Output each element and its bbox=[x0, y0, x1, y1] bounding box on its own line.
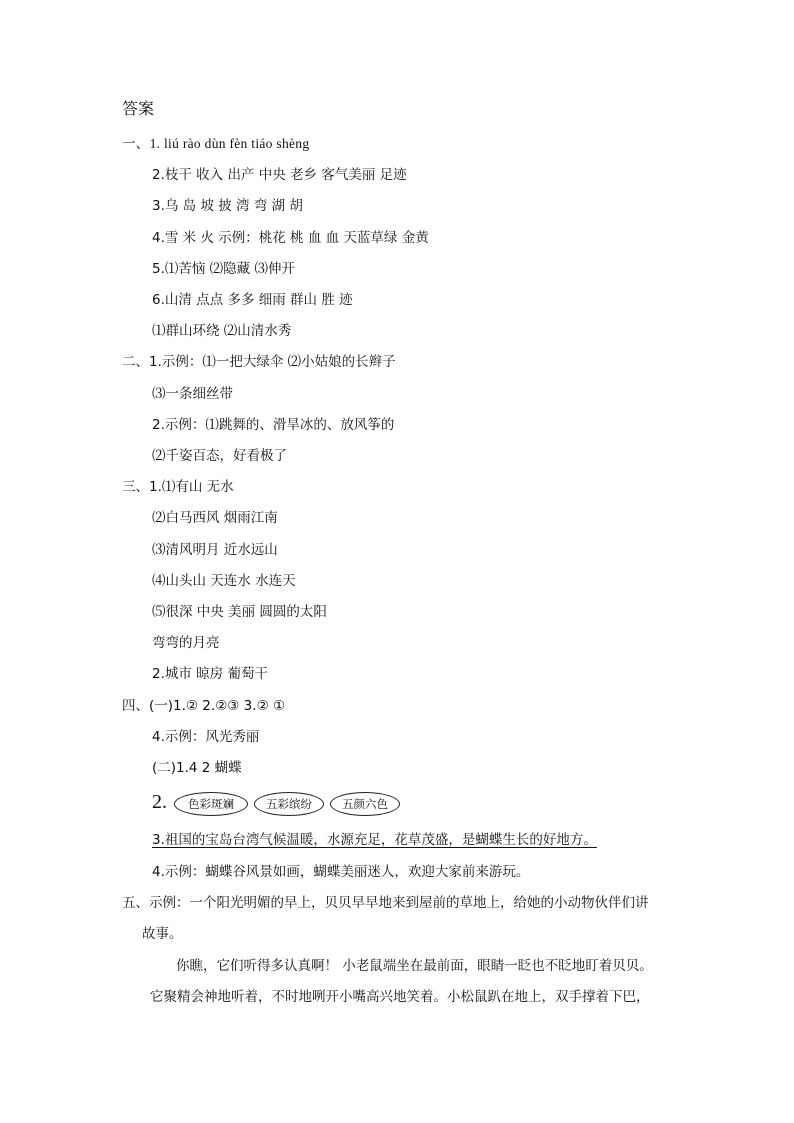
line-28: 它聚精会神地听着，不时地咧开小嘴高兴地笑着。小松鼠趴在地上，双手撑着下巴， bbox=[150, 989, 650, 1005]
line-25: 五、示例：一个阳光明媚的早上，贝贝早早地来到屋前的草地上，给她的小动物伙伴们讲 bbox=[122, 895, 649, 911]
line-21: (二)1.4 2 蝴蝶 bbox=[152, 760, 242, 776]
line-26: 故事。 bbox=[142, 926, 183, 942]
line-7: ⑴群山环绕 ⑵山清水秀 bbox=[152, 323, 292, 339]
line-12: 三、1.⑴有山 无水 bbox=[122, 479, 234, 495]
line-8: 二、1.示例：⑴一把大绿伞 ⑵小姑娘的长辫子 bbox=[122, 354, 396, 370]
line-24: 4.示例：蝴蝶谷风景如画，蝴蝶美丽迷人，欢迎大家前来游玩。 bbox=[152, 864, 530, 880]
line-14: ⑶清风明月 近水远山 bbox=[152, 542, 278, 558]
oval-answer-2: 五彩缤纷 bbox=[254, 792, 324, 816]
line-20: 4.示例：风光秀丽 bbox=[152, 729, 260, 745]
line-9: ⑶一条细丝带 bbox=[152, 386, 233, 402]
line-2: 2.枝干 收入 出产 中央 老乡 客气美丽 足迹 bbox=[152, 167, 407, 183]
line-27: 你瞧，它们听得多认真啊！ 小老鼠端坐在最前面，眼睛一眨也不眨地盯着贝贝。 bbox=[176, 958, 653, 974]
line-3: 3.乌 岛 坡 披 湾 弯 湖 胡 bbox=[152, 198, 303, 214]
oval-answer-1: 色彩斑斓 bbox=[174, 792, 248, 816]
line-16: ⑸很深 中央 美丽 圆圆的太阳 bbox=[152, 604, 327, 620]
line-5: 5.⑴苦恼 ⑵隐藏 ⑶伸开 bbox=[152, 261, 295, 277]
line-4: 4.雪 米 火 示例：桃花 桃 血 血 天蓝草绿 金黄 bbox=[152, 230, 429, 246]
line-6: 6.山清 点点 多多 细雨 群山 胜 迹 bbox=[152, 292, 353, 308]
oval-answer-3: 五颜六色 bbox=[330, 792, 400, 816]
line-17: 弯弯的月亮 bbox=[152, 635, 220, 651]
line-19: 四、(一)1.② 2.②③ 3.② ① bbox=[122, 698, 286, 714]
line-10: 2.示例：⑴跳舞的、滑旱冰的、放风筝的 bbox=[152, 417, 395, 433]
line-22: 2. bbox=[152, 791, 167, 813]
line-23: 3.祖国的宝岛台湾气候温暖，水源充足，花草茂盛，是蝴蝶生长的好地方。 bbox=[152, 832, 597, 848]
line-13: ⑵白马西风 烟雨江南 bbox=[152, 510, 278, 526]
line-11: ⑵千姿百态，好看极了 bbox=[152, 448, 287, 464]
line-18: 2.城市 晾房 葡萄干 bbox=[152, 666, 268, 682]
line-1: 一、1. liú rào dùn fèn tiáo shèng bbox=[122, 136, 310, 151]
line-15: ⑷山头山 天连水 水连天 bbox=[152, 573, 296, 589]
page-title: 答案 bbox=[122, 99, 155, 118]
